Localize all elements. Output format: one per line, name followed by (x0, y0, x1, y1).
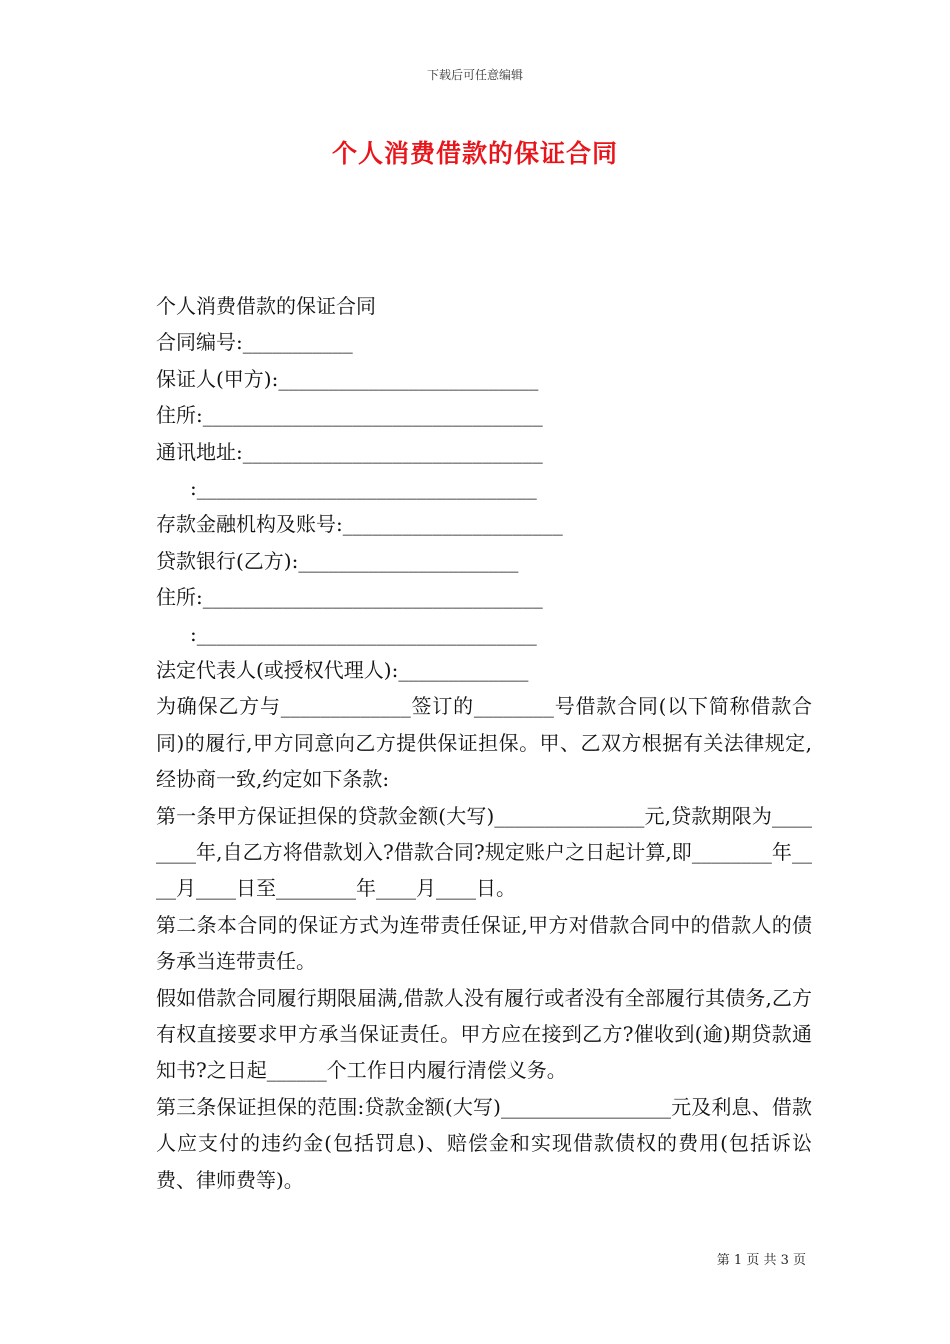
mailing-address-field: 通讯地址:______________________________ (156, 439, 543, 464)
lender-address-field: 住所:__________________________________ (156, 585, 543, 610)
lender-postal-code-field: :__________________________________ (190, 621, 537, 646)
contract-body (144, 288, 812, 1198)
contract-number-field: 合同编号:___________ (156, 330, 353, 355)
document-title: 个人消费借款的保证合同 (331, 139, 618, 168)
postal-code-field: :__________________________________ (190, 475, 537, 500)
page-number: 第 1 页 共 3 页 (716, 1253, 806, 1268)
guarantor-address-field: 住所:__________________________________ (156, 403, 543, 428)
paragraph-article-2: 第二条本合同的保证方式为连带责任保证,甲方对借款合同中的借款人的债务承当连带责任。 (156, 912, 812, 974)
paragraph-article-3: 第三条保证担保的范围:贷款金额(大写)_________________元及利息、借款人应支付的违约金(包括罚息)、赔偿金和实现借款债权的费用(包括诉讼费、律师费等)。 (156, 1094, 812, 1192)
paragraph-purpose: 为确保乙方与_____________签订的________号借款合同(以下简称借款合同)的履行,甲方同意向乙方提供保证担保。甲、乙双方根据有关法律规定,经协商一致,约定如下条款: (156, 694, 812, 792)
deposit-account-field: 存款金融机构及账号:______________________ (156, 512, 563, 537)
paragraph-default-clause: 假如借款合同履行期限届满,借款人没有履行或者没有全部履行其债务,乙方有权直接要求甲方承当保证责任。甲方应在接到乙方?催收到(逾)期贷款通知书?之日起______个工作日内履行清偿义务。 (156, 985, 812, 1083)
paragraph-article-1: 第一条甲方保证担保的贷款金额(大写)_______________元,贷款期限为________年,自乙方将借款划入?借款合同?规定账户之日起计算,即________年____月____日至________年____月____日。 (156, 803, 812, 901)
guarantor-field: 保证人(甲方):__________________________ (156, 366, 539, 391)
lender-field: 贷款银行(乙方):______________________ (156, 548, 519, 573)
legal-representative-field: 法定代表人(或授权代理人):_____________ (156, 657, 529, 682)
page-header-note: 下载后可任意编辑 (426, 68, 523, 82)
contract-heading: 个人消费借款的保证合同 (156, 294, 376, 318)
